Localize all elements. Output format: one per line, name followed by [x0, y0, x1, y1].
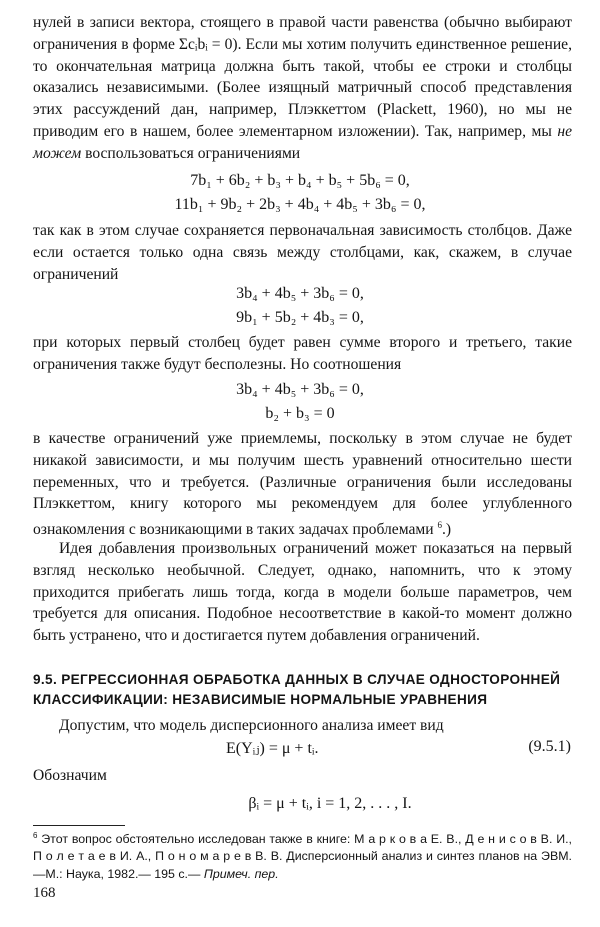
paragraph-4: [33, 428, 572, 541]
equation-2b: 9b₁ + 5b₂ + 4b₃ = 0,: [236, 309, 364, 326]
page-number: 168: [33, 885, 56, 901]
paragraph-4-end: .): [442, 521, 452, 539]
section-heading-line-2: КЛАССИФИКАЦИИ: НЕЗАВИСИМЫЕ НОРМАЛЬНЫЕ УРАВНЕНИЯ: [33, 692, 488, 707]
footnote-translator-note: Примеч. пер.: [203, 866, 279, 881]
paragraph-4-text: в качестве ограничений уже приемлемы, поскольку в этом случае не будет никакой зависимости, и мы получим шесть уравнений относительно шести переменных, что и требуется. (Различные ограничения были исследованы Плэккеттом, книгу которого мы рекомендуем для более углубленного ознакомления с возникающими в таких задачах проблемами: [33, 430, 572, 539]
equation-3a: 3b₄ + 4b₅ + 3b₆ = 0,: [236, 381, 364, 398]
footnote-ref: 6: [437, 520, 443, 531]
footnote-divider: [33, 825, 125, 826]
formula-9-5-1: [0, 738, 600, 762]
paragraph-1-text: нулей в записи вектора, стоящего в правой части равенства (обычно выбирают ограничения в форме Σcᵢbᵢ = 0). Если мы хотим получить единственное решение, то окончательная матрица должна быть такой, чтобы ее строки и столбцы оказались независимыми. (Более изящный матричный способ представления этих рассуждений дан, например, Плэккеттом (Plackett, 1960), но мы не приводим его в нашем, более элементарном изложении). Так, например, мы: [33, 14, 572, 140]
footnote-marker: 6: [33, 831, 38, 840]
formula-9-5-1-number: (9.5.1): [528, 738, 571, 755]
paragraph-1-emphasis: не можем: [33, 122, 572, 162]
paragraph-1: [33, 12, 572, 165]
equation-3b: b₂ + b₃ = 0: [265, 405, 335, 422]
formula-beta: βᵢ = μ + tᵢ, i = 1, 2, . . . , I.: [248, 795, 412, 812]
paragraph-5: Идея добавления произвольных ограничений может показаться на первый взгляд несколько необычной. Следует, однако, напомнить, что к этому приходится прибегать лишь тогда, когда в модели больше параметров, чем требуется для описания. Подобное несоответствие в какой-то момент должно быть устранено, что и достигается путем добавления ограничений.: [33, 540, 572, 645]
paragraph-3: при которых первый столбец будет равен сумме второго и третьего, такие ограничения также будут бесполезны. Но соотношения: [33, 334, 572, 373]
footnote: [33, 827, 572, 883]
paragraph-1-tail: воспользоваться ограничениями: [85, 144, 301, 162]
equation-1b: 11b₁ + 9b₂ + 2b₃ + 4b₄ + 4b₅ + 3b₆ = 0,: [174, 196, 426, 213]
paragraph-6: Допустим, что модель дисперсионного анализа имеет вид: [59, 717, 444, 734]
equation-1a: 7b₁ + 6b₂ + b₃ + b₄ + b₅ + 5b₆ = 0,: [190, 172, 410, 189]
equation-2a: 3b₄ + 4b₅ + 3b₆ = 0,: [236, 285, 364, 302]
footnote-text: Этот вопрос обстоятельно исследован также в книге: М а р к о в а Е. В., Д е н и с о в В. И., П о л е т а е в И. А., П о н о м а р е в В. В. Дисперсионный анализ и синтез планов на ЭВМ.—М.: Наука, 1982.— 195 с.—: [33, 832, 572, 881]
section-heading-line-1: 9.5. РЕГРЕССИОННАЯ ОБРАБОТКА ДАННЫХ В СЛУЧАЕ ОДНОСТОРОННЕЙ: [33, 672, 561, 687]
paragraph-7: Обозначим: [33, 767, 107, 784]
paragraph-2: так как в этом случае сохраняется первоначальная зависимость столбцов. Даже если остается только одна связь между столбцами, как, скажем, в случае ограничений: [33, 222, 572, 283]
formula-9-5-1-expression: E(Yᵢⱼ) = μ + tᵢ.: [226, 740, 319, 757]
